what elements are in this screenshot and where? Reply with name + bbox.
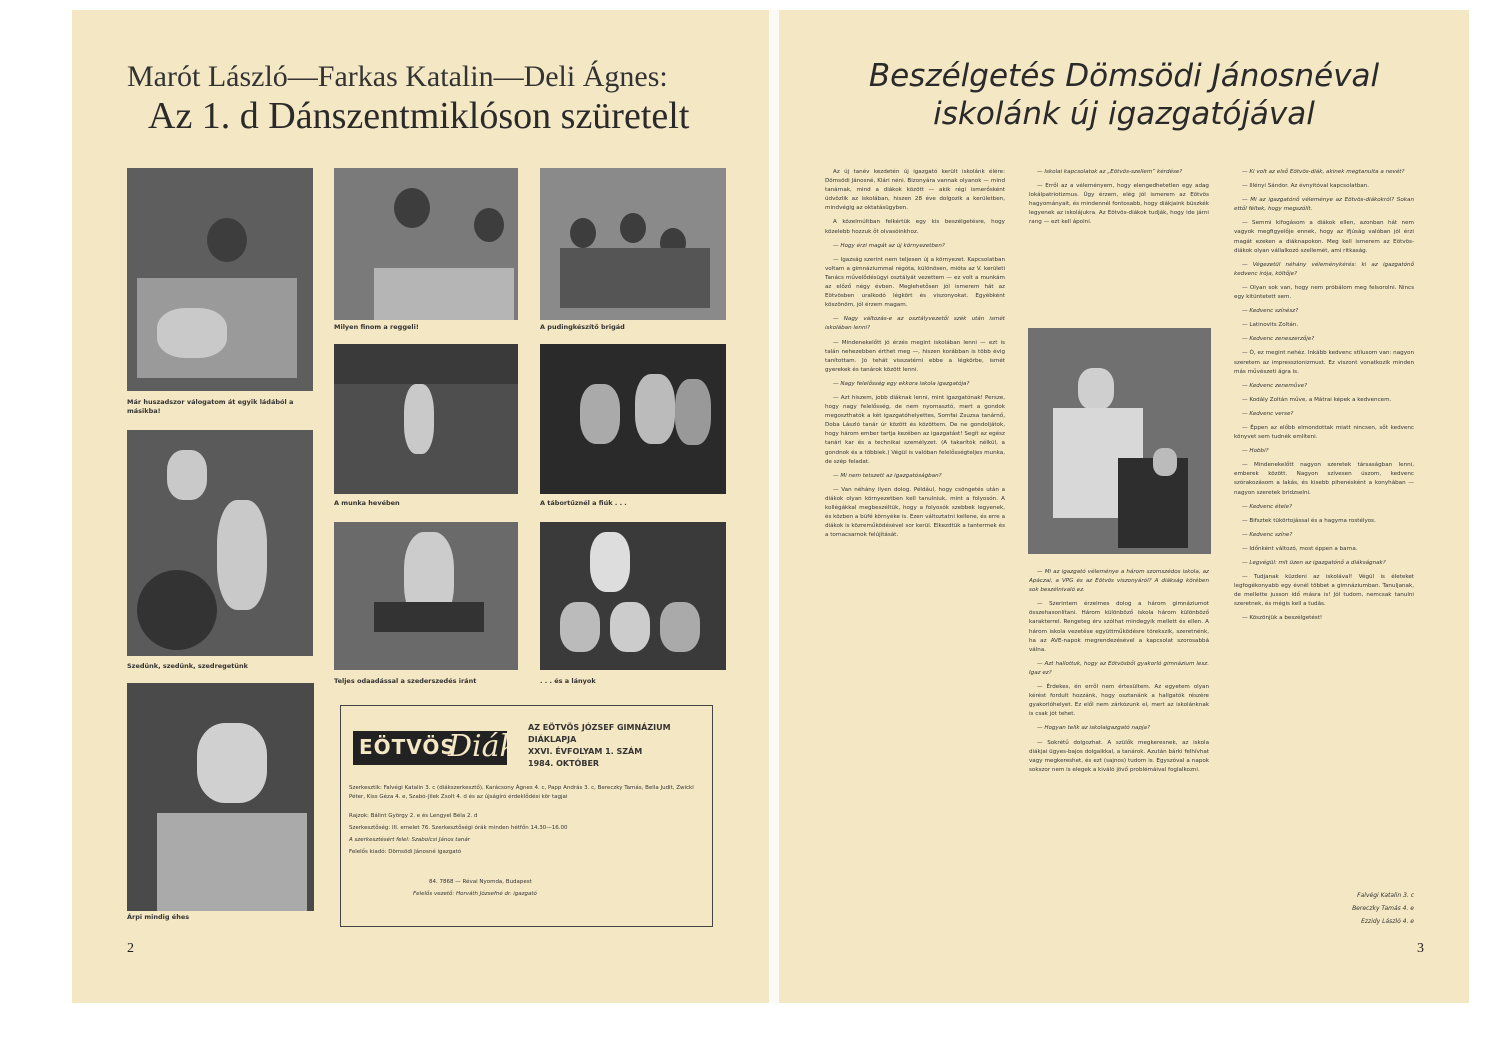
- masthead-print: 84. 7868 — Révai Nyomda, Budapest: [429, 879, 532, 885]
- signature-3: Ezzidy László 4. e: [1361, 918, 1414, 925]
- interview-column-1: [825, 168, 1005, 933]
- masthead-office: Szerkesztőség: III. emelet 76. Szerkesztőségi órák minden hétfőn 14.30—16.00: [349, 825, 568, 831]
- caption-breakfast: Milyen finom a reggeli!: [334, 323, 419, 331]
- interview-paragraph: — Olyan sok van, hogy nem próbálom meg felsorolni. Nincs egy kitüntetett sem.: [1234, 284, 1414, 301]
- interview-paragraph: — Ki volt az első Eötvös-diák, akinek megtanulta a nevét?: [1242, 169, 1405, 175]
- masthead-paper: DIÁKLAPJA: [528, 735, 577, 744]
- interview-column-3: [1234, 168, 1414, 883]
- interview-paragraph: — Szerintem érzelmes dolog a három gimnáziumot összehasonlítani. Három különböző iskola három különböző karakterrel. Rengeteg érv szólhat mindegyik mellett és ellen. A három iskola vezetése együttműködésre törekszik, szeretnénk, ha az AVE-napok megrendezésével a kapcsolat szorosabbá válna.: [1029, 601, 1209, 653]
- article-headline: Az 1. d Dánszentmiklóson szüretelt: [148, 95, 690, 137]
- page-number-left: 2: [127, 941, 134, 956]
- photo-breakfast: [334, 168, 518, 320]
- interview-paragraph: — Nagy változás-e az osztályvezetői szék után ismét iskolában lenni?: [825, 316, 1005, 332]
- interview-column-2-bottom: [1029, 568, 1209, 933]
- eotvos-diak-logo: EÖTVÖS Diák: [353, 731, 507, 765]
- article-authors: Marót László—Farkas Katalin—Deli Ágnes:: [127, 60, 668, 93]
- interview-paragraph: — Hogy érzi magát az új környezetben?: [833, 242, 945, 249]
- interview-paragraph: A közelmúltban felkértük egy kis beszélgetésre, hogy közelebb hozzuk őt olvasóinkhoz.: [825, 219, 1005, 235]
- masthead-publisher: Felelős kiadó: Dömsödi Jánosné igazgató: [349, 849, 462, 855]
- interview-paragraph: — Mi nem tetszett az igazgatóságban?: [833, 472, 942, 479]
- interview-paragraph: — Legvégül: mit üzen az igazgatónő a diákságnak?: [1242, 560, 1386, 566]
- interview-paragraph: — Hobbi?: [1242, 448, 1269, 455]
- interview-paragraph: — Illényi Sándor. Az évnyitóval kapcsolatban.: [1242, 183, 1369, 190]
- interview-title-line1: Beszélgetés Dömsödi Jánosnéval: [868, 58, 1380, 94]
- masthead-date: 1984. OKTÓBER: [528, 759, 600, 768]
- interview-paragraph: — Semmi kifogásom a diákok ellen, azonban hát nem vagyok megfigyelője ennek, hogy az ifjúság valóban jól érzi magát ezeken a diáknapokon. Meg kell ismerem az Eötvös-diákok olyan vállalkozó szellemét, ami ritkaság.: [1234, 220, 1414, 254]
- caption-work-in-heat: A munka hevében: [334, 499, 400, 507]
- interview-paragraph: — Tudjanak küzdeni az iskolával! Végül is életeket legfogékonyabb egy évnél többet a gimnáziumban. Tanuljanak, de mellette jusson idő másra is! Jól tudom, nemcsak tanulni szeretnek, és mégis kell a tudás.: [1234, 574, 1414, 608]
- photo-blackberry-picking: [334, 522, 518, 670]
- right-page: [779, 10, 1469, 1003]
- interview-paragraph: — Azt hiszem, jobb diáknak lenni, mint igazgatónak! Persze, hogy nagy felelősség, de nem nyomasztó, mert a gondok megoszthatók a két igazgatóhelyettes, Somfai Zsuzsa tanárnő, Doba László tanár úr között és közöttem. De ne gondoljátok, hogy három ember tartja kezében az igazgatást! Segít az egész tanári kar és a technikai személyzet. (A takarítók nélkül, a gondnok és a többiek.) Végül is valóban felelősségteljes munka, de szép feladat.: [825, 394, 1005, 465]
- photo-campfire-girls: [540, 522, 726, 670]
- interview-paragraph: — Mi az igazgatónő véleménye az Eötvös-diákokról? Sokan ettől féltek, hogy megszólít.: [1234, 197, 1414, 213]
- interview-paragraph: — Köszönjük a beszélgetést!: [1242, 615, 1323, 622]
- masthead-box: [340, 705, 713, 927]
- interview-paragraph: — Ó, ez megint nehéz. Inkább kedvenc stílusom van: nagyon szeretem az impresszionizmust. Ez viszont vonatkozik minden más művészeti ágra is.: [1234, 350, 1414, 375]
- interview-paragraph: — Mi az igazgató véleménye a három szomszédos iskola, az Apáczai, a VPG és az Eötvös viszonyáról? A diákság körében sok beszélnivaló ez.: [1029, 569, 1209, 594]
- signature-1: Falvégi Katalin 3. c: [1357, 892, 1414, 899]
- interview-paragraph: — Érdekes, én erről nem értesültem. Az egyetem olyan kérést fordult hozzánk, hogy osztanánk a hallgatók részére gyakorlóhelyet. Ez elől nem zárkózunk el, mert az iskolánknak is csak jót tehet.: [1029, 684, 1209, 718]
- interview-paragraph: — Mindenekelőtt nagyon szeretek társaságban lenni, emberek között. Nagyon szívesen úszom, kedvenc szórakozásom a lakás, és kisebb pihenésként a konyhában — nagyon szeretek bridzselni.: [1234, 462, 1414, 496]
- interview-paragraph: — Kedvenc verse?: [1242, 410, 1294, 417]
- interview-paragraph: — Sokrétű dolgozhat. A szülők megkeresnek, az iskola diákjai ügyes-bajos dolgaikkal, a tanárok. Azután bárki felhívhat vagy megkereshet, és ezt (sajnos) tudom is. Egyszóval a napok sokszor nem is elegek a kiváló jövő problémáival foglalkozni.: [1029, 739, 1209, 773]
- left-page: [72, 10, 769, 1003]
- interview-paragraph: — Kedvenc zeneműve?: [1242, 382, 1308, 389]
- page-number-right: 3: [1417, 941, 1424, 956]
- caption-arpi: Árpi mindig éhes: [127, 913, 190, 921]
- masthead-school: AZ EÖTVÖS JÓZSEF GIMNÁZIUM: [528, 723, 671, 732]
- interview-column-2-top: [1029, 168, 1209, 316]
- caption-picking-berries: Szedünk, szedünk, szedregetünk: [127, 662, 248, 670]
- masthead-volume: XXVI. ÉVFOLYAM 1. SZÁM: [528, 747, 643, 756]
- interview-paragraph: — Végezetül néhány véleménykérés: ki az igazgatónő kedvenc írója, költője?: [1234, 261, 1414, 277]
- photo-campfire-boys: [540, 344, 726, 494]
- interview-paragraph: — Latinovits Zoltán.: [1242, 322, 1299, 329]
- caption-blackberry-picking: Teljes odaadással a szederszedés iránt: [334, 677, 477, 685]
- interview-paragraph: — Azt hallottuk, hogy az Eötvösből gyakorló gimnázium lesz. Igaz ez?: [1029, 660, 1209, 676]
- page-gutter: [769, 10, 779, 1003]
- photo-sorting-grapes: [127, 168, 313, 391]
- caption-pudding-brigade: A pudingkészítő brigád: [540, 323, 625, 331]
- signature-2: Bereczky Tamás 4. e: [1352, 905, 1414, 912]
- caption-sorting-grapes: Már huszadszor válogatom át egyik ládából a másikba!: [127, 398, 294, 415]
- interview-paragraph: — Bifsztek tükörtojással és a hagyma rostélyos.: [1242, 517, 1376, 524]
- interview-paragraph: — Kedvenc zeneszerzője?: [1242, 336, 1315, 343]
- caption-campfire-boys: A tábortűznél a fiúk . . .: [540, 499, 627, 507]
- caption-campfire-girls: . . . és a lányok: [540, 677, 596, 685]
- masthead-editors: Szerkesztik: Falvégi Katalin 3. c (diákszerkesztő), Karácsony Ágnes 4. c, Papp András 3. c, Bereczky Tamás, Bella Judit, Zwickl Péter, Kiss Géza 4. e, Szabó-Jilek Zsolt 4. d és az újságíró érdeklődési kör tagjai: [349, 785, 694, 800]
- interview-paragraph: Az új tanév kezdetén új igazgató került iskolánk élére: Dömsödi Jánosné, Klári néni. Bizonyára vannak olyanok — mind tanárnak, mind a diákok között — akik régi ismerősként üdvözlik az iskolában, hiszen 28 éve dolgozik a kerületben, mindvégig az oktatásügyben.: [825, 169, 1005, 212]
- interview-paragraph: — Kedvenc színész?: [1242, 308, 1299, 315]
- interview-paragraph: — Hogyan telik az iskolaigazgató napja?: [1037, 725, 1150, 732]
- interview-paragraph: — Iskolai kapcsolatok az „Eötvös-szellem” kérdése?: [1037, 169, 1183, 175]
- interview-paragraph: — Időnként változó, most éppen a barna.: [1242, 545, 1358, 552]
- interview-paragraph: — Nagy felelősség egy ekkora iskola igazgatója?: [833, 380, 970, 387]
- interview-paragraph: — Erről az a véleményem, hogy elengedhetetlen egy adag lokálpatriotizmus. Úgy érzem, elég jól ismerem az Eötvös hagyományait, és mindennél fontosabb, hogy diákjaink büszkék legyenek az iskolájukra. Az Eötvös-diákok tudják, hogy ide járni rang — ezt kell ápolni.: [1029, 183, 1209, 226]
- interview-paragraph: — Éppen az előbb elmondottak miatt nincsen, sőt kedvenc könyvet sem tudnék említeni.: [1234, 424, 1414, 441]
- photo-work-in-heat: [334, 344, 518, 494]
- interview-paragraph: — Kedvenc színe?: [1242, 531, 1293, 538]
- interview-paragraph: — Van néhány ilyen dolog. Például, hogy csöngetés után a diákok olyan környezetben kell tanulniuk, mint a folyosón. A kollégákkal megbeszéltük, hogy a folyosók szebbek legyenek, és közben a büfé környéke is. Ezen változtatni kellene, és erre a diákok is közreműködésével sor kerül. Elkezdtük a tantermek és a tornacsarnok felújítását.: [825, 486, 1005, 539]
- interview-paragraph: — Kedvenc étele?: [1242, 503, 1293, 510]
- interview-paragraph: — Mindenekelőtt jó érzés megint iskolában lenni — ezt is talán nehezebben érthet meg —, hiszen korábban is több évig tanítottam. Jó tehát visszatérni ebbe a légkörbe, ismét gyerekek és tanárok között lenni.: [825, 339, 1005, 373]
- photo-picking-berries: [127, 430, 313, 656]
- photo-arpi: [127, 683, 314, 911]
- masthead-drawings: Rajzok: Bálint György 2. e és Lengyel Béla 2. d: [349, 813, 478, 819]
- interview-title-line2: iskolánk új igazgatójával: [933, 96, 1315, 132]
- interview-paragraph: — Kodály Zoltán műve, a Mátrai képek a kedvencem.: [1242, 396, 1392, 403]
- masthead-print-manager: Felelős vezető: Horváth Józsefné dr. igazgató: [413, 891, 537, 897]
- photo-pudding-brigade: [540, 168, 726, 320]
- photo-principal-at-lectern: [1028, 328, 1211, 554]
- interview-paragraph: — Igazság szerint nem teljesen új a környezet. Kapcsolatban voltam a gimnáziummal régóta, különösen, mióta az V. kerületi Tanács művelődésügyi osztályát vezettem — ez volt a munkám az előző négy évben. Meglehetősen jól ismerem hát az Eötvösben uralkodó légkört és viszonyokat. Egyébként köszönöm, jól érzem magam.: [825, 256, 1005, 309]
- masthead-responsible: A szerkesztésért felel: Szabolcsi János tanár: [349, 837, 470, 843]
